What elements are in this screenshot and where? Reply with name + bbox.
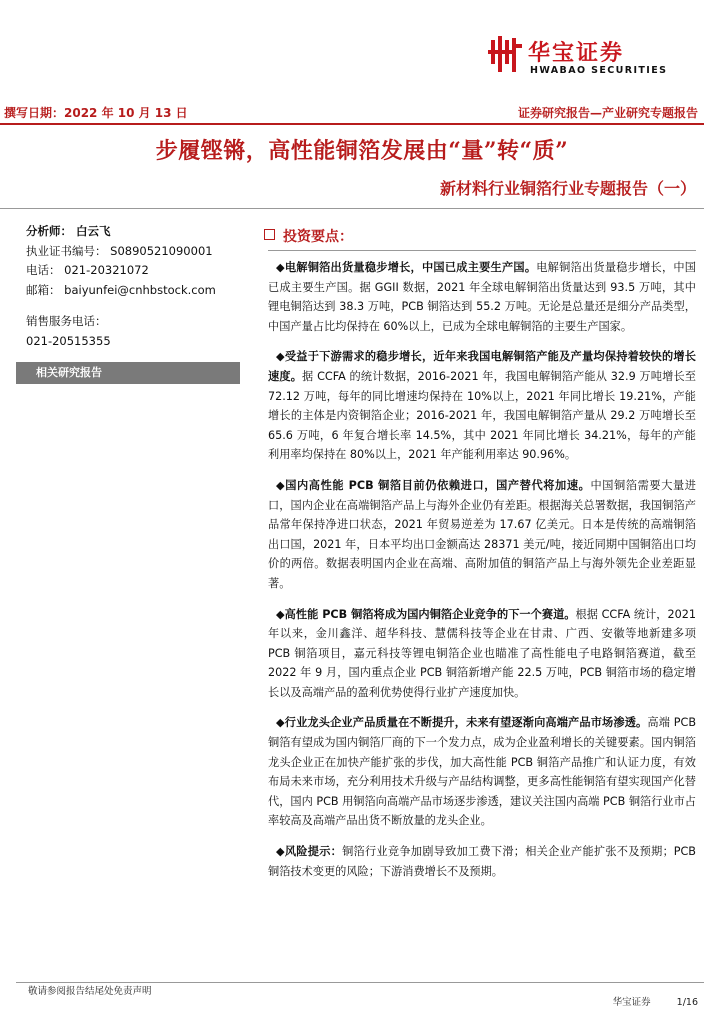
header-rule	[0, 123, 704, 125]
investment-highlights	[268, 226, 696, 892]
page-number: 1/16	[676, 997, 698, 1008]
highlight-paragraph	[268, 713, 696, 831]
analyst-license: 执业证书编号： S0890521090001	[26, 243, 213, 258]
paragraph-body: 电解铜箔出货量稳步增长，中国已成主要生产国。据 GGII 数据，2021 年全球电解铜箔出货量达到 93.5 万吨，其中锂电铜箔达到 38.3 万吨，PCB 铜箔达到 55.2 万吨。无论是总量还是细分产品类型，中国产量占比均保持在 60%以上，已成为全球电解铜箔的主要生产国家。	[268, 261, 696, 333]
paragraph-body: 高端 PCB 铜箔有望成为国内铜箔厂商的下一个发力点，成为企业盈利增长的关键要素。国内铜箔龙头企业正在加快产能扩张的步伐，加大高性能 PCB 铜箔产品推广和认证力度，有效布局未来市场，充分利用技术升级与产品结构调整，更多高性能铜箔有望实现国产化替代，国内 PCB 用铜箔向高端产品市场逐步渗透，建议关注国内高端 PCB 铜箔行业市占率较高及高端产品出货不断放量的龙头企业。	[268, 716, 696, 828]
analyst-email: 邮箱： baiyunfei@cnhbstock.com	[26, 282, 216, 297]
sales-label: 销售服务电话：	[26, 314, 107, 328]
section-title-text: 投资要点：	[283, 229, 353, 245]
brand-name-cn: 华宝证券	[528, 41, 625, 66]
highlight-paragraph	[268, 258, 696, 336]
report-subtitle: 新材料行业铜箔行业专题报告（一）	[439, 179, 696, 198]
paragraph-body: 根据 CCFA 统计，2021 年以来，金川鑫洋、超华科技、慧儒科技等企业在甘肃、广西、安徽等地新建多项 PCB 铜箔项目，嘉元科技等锂电铜箔企业也瞄准了高性能电子电路铜箔赛道，截至 2022 年 9 月，国内重点企业 PCB 铜箔新增产能 22.5 万吨，PCB 铜箔市场的稳定增长以及高端产品的盈利优势使得行业扩产速度加快。	[268, 607, 696, 699]
brand-logo	[488, 34, 698, 78]
paragraph-body: 铜箔行业竞争加剧导致加工费下滑；相关企业产能扩张不及预期；PCB 铜箔技术变更的风险；下游消费增长不及预期。	[268, 845, 696, 878]
paragraph-lead: ◆高性能 PCB 铜箔将成为国内铜箔企业竞争的下一个赛道。	[276, 607, 576, 621]
paragraph-lead: ◆行业龙头企业产品质量在不断提升，未来有望逐渐向高端产品市场渗透。	[276, 716, 648, 730]
report-date: 撰写日期：2022 年 10 月 13 日	[4, 106, 188, 120]
paragraph-lead: ◆风险提示：	[276, 845, 343, 859]
highlight-paragraph	[268, 347, 696, 465]
paragraph-body: 据 CCFA 的统计数据，2016-2021 年，我国电解铜箔产能从 32.9 万吨增长至 72.12 万吨，每年的同比增速均保持在 10%以上，2021 年同比增长 19.21%，产能增长的主体是内资铜箔企业；2016-2021 年，我国电解铜箔产量从 29.2 万吨增长至 65.6 万吨，6 年复合增长率 14.5%，其中 2021 年同比增长 34.21%，每年的产能利用率均保持在 80%以上，2021 年产能利用率达 90.96%。	[268, 369, 696, 462]
highlight-paragraph	[268, 605, 696, 703]
analyst-name: 分析师： 白云飞	[26, 224, 111, 238]
section-title	[264, 226, 696, 246]
analyst-phone: 电话： 021-20321072	[26, 263, 149, 277]
footer-brand: 华宝证券	[612, 997, 651, 1008]
footer-info	[587, 994, 698, 1008]
highlight-paragraph	[268, 476, 696, 594]
paragraph-lead: ◆电解铜箔出货量稳步增长，中国已成主要生产国。	[276, 261, 537, 274]
checkbox-square-icon	[264, 229, 275, 240]
related-reports-header: 相关研究报告	[16, 362, 240, 384]
analyst-panel	[26, 222, 241, 351]
sales-phone: 021-20515355	[26, 333, 111, 348]
report-title: 步履铿锵，高性能铜箔发展由“量”转“质”	[155, 138, 569, 164]
title-rule	[0, 208, 704, 209]
risk-paragraph	[268, 842, 696, 881]
paragraph-lead: ◆受益于下游需求的稳步增长，近年来我国电解铜箔产能及产量均保持着较快的增长速度。	[268, 350, 696, 383]
hwabao-logo-icon	[488, 34, 522, 74]
brand-name-en: HWABAO SECURITIES	[530, 65, 668, 76]
paragraph-lead: ◆国内高性能 PCB 铜箔目前仍依赖进口，国产替代将加速。	[276, 478, 591, 492]
report-category: 证券研究报告—产业研究专题报告	[517, 106, 698, 120]
footer-disclaimer: 敬请参阅报告结尾处免责声明	[28, 986, 152, 997]
paragraph-body: 中国铜箔需要大量进口，国内企业在高端铜箔产品上与海外企业仍有差距。根据海关总署数据，我国铜箔产品常年保持净进口状态，2021 年贸易逆差为 17.67 亿美元。日本是传统的高端铜箔出口国，2021 年，日本平均出口金额高达 28371 美元/吨，接近同期中国铜箔出口均价的两倍。数据表明国内企业在高端、高附加值的铜箔产品上与海外领先企业差距显著。	[268, 478, 696, 590]
